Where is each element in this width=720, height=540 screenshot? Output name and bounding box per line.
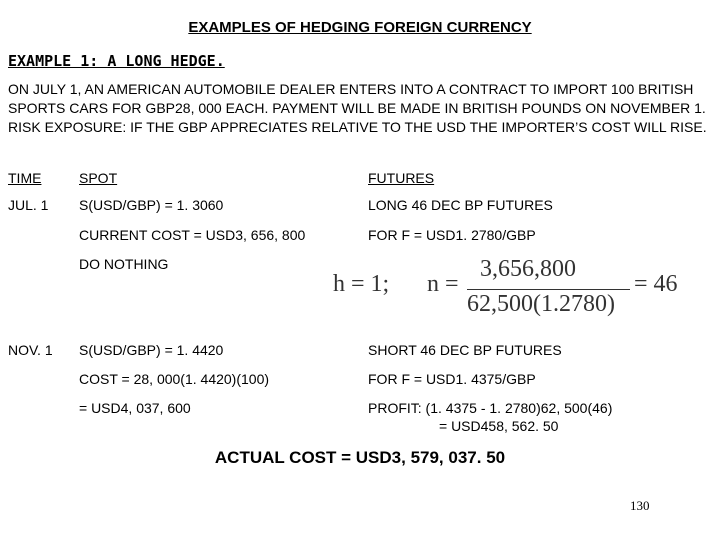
nov-spot-rate: S(USD/GBP) = 1. 4420: [79, 342, 224, 358]
july-time: JUL. 1: [8, 197, 49, 213]
scenario-paragraph: ON JULY 1, AN AMERICAN AUTOMOBILE DEALER ENTERS INTO A CONTRACT TO IMPORT 100 BRITISH SPORTS CARS FOR GBP28, 000 EACH. PAYMENT WILL BE MADE IN BRITISH POUNDS ON NOVEMBER 1. RISK EXPOSURE: IF THE GBP APPRECIATES RELATIVE TO THE USD THE IMPORTER’S COST WILL RISE.: [8, 81, 707, 135]
nov-cost-total: = USD4, 037, 600: [79, 400, 191, 416]
july-spot-action: DO NOTHING: [79, 256, 169, 272]
formula-n-label: n =: [427, 271, 459, 297]
july-current-cost: CURRENT COST = USD3, 656, 800: [79, 227, 306, 243]
nov-futures-position: SHORT 46 DEC BP FUTURES: [368, 342, 562, 358]
nov-futures-price: FOR F = USD1. 4375/GBP: [368, 371, 536, 387]
july-spot-rate: S(USD/GBP) = 1. 3060: [79, 197, 224, 213]
july-futures-position: LONG 46 DEC BP FUTURES: [368, 197, 553, 213]
fraction-bar: [467, 289, 630, 290]
nov-profit-calc: PROFIT: (1. 4375 - 1. 2780)62, 500(46): [368, 400, 613, 416]
formula-result: = 46: [634, 271, 678, 297]
example-heading: EXAMPLE 1: A LONG HEDGE.: [8, 52, 225, 70]
nov-time: NOV. 1: [8, 342, 53, 358]
page-title: EXAMPLES OF HEDGING FOREIGN CURRENCY: [188, 19, 532, 36]
page-number: 130: [630, 498, 650, 513]
nov-profit-total: = USD458, 562. 50: [439, 418, 559, 434]
actual-cost: ACTUAL COST = USD3, 579, 037. 50: [214, 448, 506, 467]
header-spot: SPOT: [79, 170, 118, 186]
header-futures: FUTURES: [368, 170, 435, 186]
july-futures-price: FOR F = USD1. 2780/GBP: [368, 227, 536, 243]
nov-cost-calc: COST = 28, 000(1. 4420)(100): [79, 371, 270, 387]
formula-numerator: 3,656,800: [480, 256, 576, 282]
formula-denominator: 62,500(1.2780): [467, 291, 615, 317]
formula-h: h = 1;: [333, 271, 390, 297]
header-time: TIME: [8, 170, 42, 186]
